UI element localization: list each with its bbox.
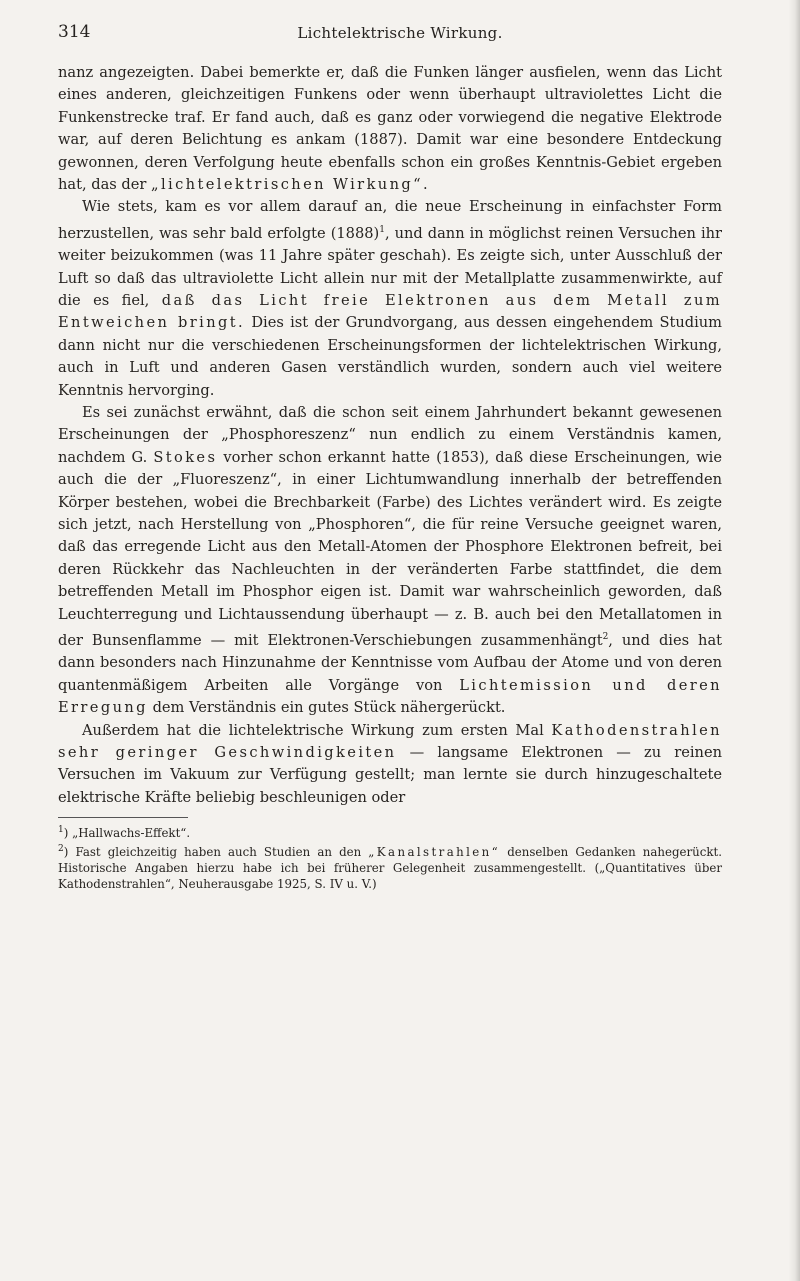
- footnote-ref: 1: [379, 224, 385, 235]
- footnote-text: Fast gleichzeitig haben auch Studien an den: [75, 844, 369, 859]
- footnote: $^1$) „Hallwachs-Effekt“.: [58, 825, 191, 841]
- spaced-emphasis: „Kanalstrahlen“: [368, 844, 501, 859]
- text-run: nun endlich zu einem Verständnis kamen, nachdem G.: [58, 426, 722, 466]
- spaced-emphasis: Lichtemission und deren Erregung: [58, 676, 722, 717]
- footnote-divider: [58, 817, 188, 818]
- text-run: nanz angezeigten. Dabei bemerkte er, daß die Funken länger ausfielen, wenn das Licht eines anderen, gleichzeitigen Funkens oder wenn überhaupt ultraviolettes Licht die Funkenstrecke traf. Er fand auch, daß es ganz oder vorwiegend die negative Elektrode war, auf deren Belichtung es ankam (1887). Damit war eine besondere Entdeckung gewonnen, deren Verfolgung heute ebenfalls schon ein großes Kenntnis-Gebiet ergeben hat, das der: [58, 64, 722, 194]
- paragraph: [58, 402, 722, 720]
- text-run: , und dann in möglichst reinen Versuchen ihr weiter beizukommen (was 11 Jahre später geschah). Es zeigte sich, unter Ausschluß der Luft so daß das ultraviolette Licht allein nur mit der Metallplatte zusammenwirkte, auf die es fiel,: [58, 224, 722, 309]
- text-run: Es sei zunächst erwähnt, daß die schon seit einem Jahrhundert bekannt gewesenen Erscheinungen der: [58, 403, 722, 444]
- page-number: 314: [58, 22, 91, 42]
- page-header: [58, 22, 742, 48]
- text-run: Dies ist der Grundvorgang, aus dessen eingehendem Studium dann nicht nur die verschiedenen Erscheinungsformen der lichtelektrischen Wirkung, auch in Luft und anderen Gasen verständlich wurden, sondern auch viel weitere Kenntnis hervorging.: [58, 314, 723, 399]
- footnote-ref: 2: [602, 632, 609, 643]
- body-text: [58, 62, 722, 892]
- paragraph: [58, 720, 722, 810]
- footnote-mark: 1: [58, 825, 64, 836]
- text-run: dem Verständnis ein gutes Stück nähergerückt.: [147, 699, 506, 717]
- emphasis: „Phosphoreszenz“: [221, 426, 356, 444]
- text-run: — langsame Elektronen — zu reinen Versuchen im Vakuum zur Verfügung gestellt; man lernte sie durch hinzugeschaltete elektrische Kräfte beliebig beschleunigen oder: [58, 743, 722, 806]
- spaced-emphasis: „lichtelektrischen Wirkung“.: [151, 176, 431, 194]
- scan-edge-shadow: [788, 0, 800, 1281]
- text-run: Wie stets, kam es vor allem darauf an, die neue Erscheinung in einfachster Form herzustellen, was sehr bald erfolgte (1888): [58, 198, 722, 242]
- spaced-emphasis: Kathodenstrahlen sehr geringer Geschwindigkeiten: [58, 721, 722, 761]
- spaced-name: Stokes: [153, 448, 218, 466]
- text-run: vorher schon erkannt hatte (1853), daß diese Erscheinungen, wie auch die der „Fluoreszenz“, in einer Lichtumwandlung innerhalb der betreffenden Körper bestehen, wobei die Brechbarkeit (Farbe) des Lichtes verändert wird. Es zeigte sich jetzt, nach Herstellung von „Phosphoren“, die für reine Versuche geeignet waren, daß das erregende Licht aus den Metall-Atomen der Phosphore Elektronen befreit, bei deren Rückkehr das Nachleuchten in der veränderten Farbe stattfindet, die dem betreffenden Metall im Phosphor eigen ist. Damit war wahrscheinlich geworden, daß Leuchterregung und Lichtaussendung überhaupt — z. B. auch bei den Metallatomen in der Bunsenflamme — mit Elektronen-Verschiebungen zusammenhängt: [58, 448, 722, 649]
- footnote-mark: 2: [58, 844, 64, 855]
- paragraph: [58, 62, 722, 196]
- text-run: , und dies hat dann besonders nach Hinzunahme der Kenntnisse vom Aufbau der Atome und von deren quantenmäßigem Arbeiten alle Vorgänge von: [58, 631, 723, 694]
- text-run: Außerdem hat die lichtelektrische Wirkung zum ersten Mal: [82, 721, 552, 739]
- footnote-text: denselben Gedanken nahegerückt. Historische Angaben hierzu habe ich bei früherer Gelegenheit zusammengestellt. („Quantitatives über Kathodenstrahlen“, Neuherausgabe 1925, S. IV u. V.): [58, 844, 722, 891]
- paragraph: [58, 196, 722, 402]
- spaced-emphasis: daß das Licht freie Elektronen aus dem Metall zum Entweichen bringt.: [58, 291, 722, 332]
- footnote-text: „Hallwachs-Effekt“.: [72, 826, 191, 841]
- footnote: $^2$) Fast gleichzeitig haben auch Studien an den „Kanalstrahlen“ denselben Gedanken nahegerückt. Historische Angaben hierzu habe ich bei früherer Gelegenheit zusammengestellt. („Quantitatives über Kathodenstrahlen“, Neuherausgabe 1925, S. IV u. V.): [58, 844, 722, 891]
- running-title: Lichtelektrische Wirkung.: [297, 24, 503, 42]
